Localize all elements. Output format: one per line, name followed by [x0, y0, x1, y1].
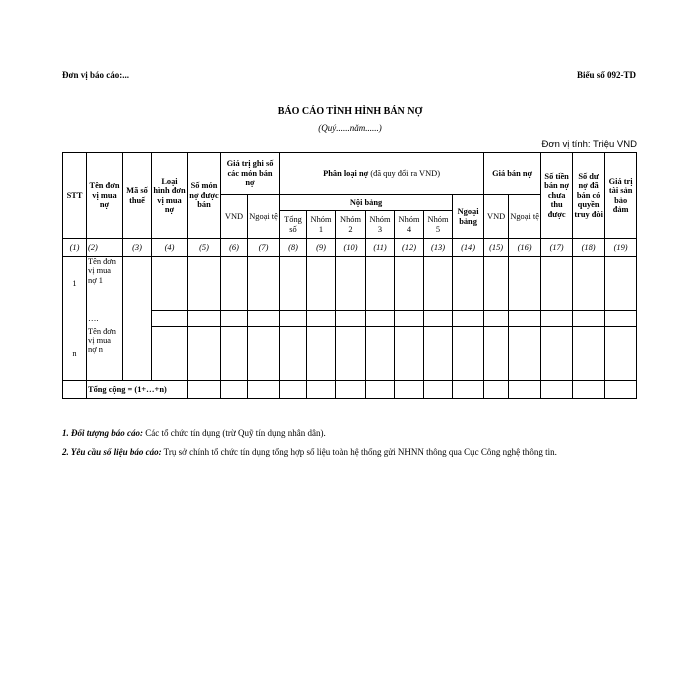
row-ellipsis: ….: [87, 311, 123, 327]
header-book-foreign: Ngoại tệ: [248, 195, 280, 239]
header-buyer-name: Tên đơn vị mua nợ: [87, 153, 123, 239]
table-cell: [424, 327, 453, 381]
table-cell: [248, 257, 280, 311]
table-cell: [152, 257, 188, 311]
header-tax-code: Mã số thuế: [123, 153, 152, 239]
table-cell: [221, 327, 248, 381]
table-cell: [484, 327, 509, 381]
col-number: (5): [188, 239, 221, 257]
table-cell: [336, 327, 366, 381]
header-book-value: Giá trị ghi số các món bán nợ: [221, 153, 280, 195]
table-cell: [307, 311, 336, 327]
debt-sale-report-table: [62, 152, 637, 399]
table-cell: [307, 327, 336, 381]
header-stt: STT: [63, 153, 87, 239]
reporting-unit-label: Đơn vị báo cáo:...: [62, 70, 129, 80]
table-cell: [63, 381, 87, 399]
table-cell: [188, 257, 221, 311]
table-cell: [188, 311, 221, 327]
table-cell: [280, 381, 307, 399]
table-cell: [280, 311, 307, 327]
note-2-text: Trụ sở chính tổ chức tín dụng tổng hợp số liệu toàn hệ thống gửi NHNN thông qua Cục Công nghệ thông tin.: [161, 447, 557, 457]
column-number-row: [63, 239, 637, 257]
table-cell: [509, 311, 541, 327]
table-cell: [424, 381, 453, 399]
note-data-requirement: [62, 446, 638, 459]
form-code: Biểu số 092-TD: [576, 70, 636, 80]
table-cell: [307, 381, 336, 399]
table-cell: [152, 327, 188, 381]
report-title: BÁO CÁO TÌNH HÌNH BÁN NỢ: [277, 106, 423, 117]
table-cell: [366, 257, 395, 311]
header-debt-count: Số món nợ được bán: [188, 153, 221, 239]
table-cell: [366, 381, 395, 399]
header-group-1: Nhóm 1: [307, 211, 336, 239]
table-cell: [248, 327, 280, 381]
col-number: (9): [307, 239, 336, 257]
col-number: (7): [248, 239, 280, 257]
col-number: (8): [280, 239, 307, 257]
header-sale-price: Giá bán nợ: [484, 153, 541, 195]
table-cell: [395, 327, 424, 381]
header-total: Tổng số: [280, 211, 307, 239]
table-cell: [573, 381, 605, 399]
table-cell: [366, 311, 395, 327]
table-cell: [541, 257, 573, 311]
table-cell: [453, 257, 484, 311]
table-cell: [484, 311, 509, 327]
table-cell: [509, 257, 541, 311]
note-2-label: 2. Yêu cầu số liệu báo cáo:: [62, 447, 162, 457]
total-label: Tổng cộng = (1+…+n): [87, 381, 188, 399]
table-cell: [573, 327, 605, 381]
note-1-text: Các tổ chức tín dụng (trừ Quỹ tín dụng nhân dân).: [142, 428, 326, 438]
table-cell: [605, 257, 637, 311]
table-cell: [188, 381, 221, 399]
col-number: (14): [453, 239, 484, 257]
col-number: (12): [395, 239, 424, 257]
header-group-3: Nhóm 3: [366, 211, 395, 239]
table-cell: [280, 327, 307, 381]
col-number: (19): [605, 239, 637, 257]
row-buyer-name: Tên đơn vị mua nợ 1: [87, 257, 123, 311]
unit-label: Đơn vị tính: Triệu VND: [541, 139, 637, 150]
table-cell: [280, 257, 307, 311]
table-cell: [605, 311, 637, 327]
table-cell: [453, 311, 484, 327]
col-number: (4): [152, 239, 188, 257]
table-cell: [221, 381, 248, 399]
col-number: (6): [221, 239, 248, 257]
table-cell: [509, 327, 541, 381]
table-cell: [248, 381, 280, 399]
row-stt: n: [63, 327, 87, 381]
table-cell: [395, 381, 424, 399]
table-row: [63, 257, 637, 311]
col-number: (13): [424, 239, 453, 257]
header-recourse-balance: Số dư nợ đã bán có quyền truy đòi: [573, 153, 605, 239]
header-group-4: Nhóm 4: [395, 211, 424, 239]
col-number: (17): [541, 239, 573, 257]
row-buyer-name: Tên đơn vị mua nợ n: [87, 327, 123, 381]
table-cell: [366, 327, 395, 381]
table-cell: [123, 311, 152, 327]
header-collateral-value: Giá trị tài sản bảo đảm: [605, 153, 637, 239]
col-number: (11): [366, 239, 395, 257]
table-cell: [573, 257, 605, 311]
table-cell: [573, 311, 605, 327]
col-number: (1): [63, 239, 87, 257]
classification-note: (đã quy đổi ra VND): [368, 168, 440, 178]
header-group-5: Nhóm 5: [424, 211, 453, 239]
table-cell: [605, 381, 637, 399]
table-cell: [424, 311, 453, 327]
col-number: (15): [484, 239, 509, 257]
table-cell: [221, 257, 248, 311]
classification-bold: Phân loại nợ: [323, 168, 369, 178]
header-debt-classification: [280, 153, 484, 195]
row-stt: 1: [63, 257, 87, 311]
table-cell: [424, 257, 453, 311]
header-sale-foreign: Ngoại tệ: [509, 195, 541, 239]
table-cell: [509, 381, 541, 399]
table-cell: [123, 327, 152, 381]
header-on-balance: Nội bảng: [280, 195, 453, 211]
table-cell: [188, 327, 221, 381]
table-row: [63, 311, 637, 327]
table-cell: [395, 257, 424, 311]
header-buyer-type: Loại hình đơn vị mua nợ: [152, 153, 188, 239]
table-cell: [395, 311, 424, 327]
table-row: [63, 327, 637, 381]
total-row: [63, 381, 637, 399]
table-cell: [123, 257, 152, 311]
table-cell: [453, 327, 484, 381]
report-period: (Quý......năm......): [318, 123, 382, 133]
table-cell: [541, 381, 573, 399]
table-cell: [336, 257, 366, 311]
header-sale-vnd: VND: [484, 195, 509, 239]
table-cell: [484, 381, 509, 399]
table-cell: [605, 327, 637, 381]
table-cell: [152, 311, 188, 327]
table-cell: [336, 381, 366, 399]
header-book-vnd: VND: [221, 195, 248, 239]
table-cell: [63, 311, 87, 327]
col-number: (18): [573, 239, 605, 257]
col-number: (10): [336, 239, 366, 257]
header-off-balance: Ngoại bảng: [453, 195, 484, 239]
header-unpaid-amount: Số tiền bán nợ chưa thu được: [541, 153, 573, 239]
header-group-2: Nhóm 2: [336, 211, 366, 239]
col-number: (2): [87, 239, 123, 257]
table-cell: [336, 311, 366, 327]
col-number: (3): [123, 239, 152, 257]
table-cell: [453, 381, 484, 399]
note-reporting-subject: [62, 428, 638, 438]
col-number: (16): [509, 239, 541, 257]
note-1-label: 1. Đối tượng báo cáo:: [62, 428, 143, 438]
table-cell: [248, 311, 280, 327]
table-cell: [221, 311, 248, 327]
table-cell: [541, 311, 573, 327]
table-cell: [541, 327, 573, 381]
table-cell: [307, 257, 336, 311]
table-cell: [484, 257, 509, 311]
